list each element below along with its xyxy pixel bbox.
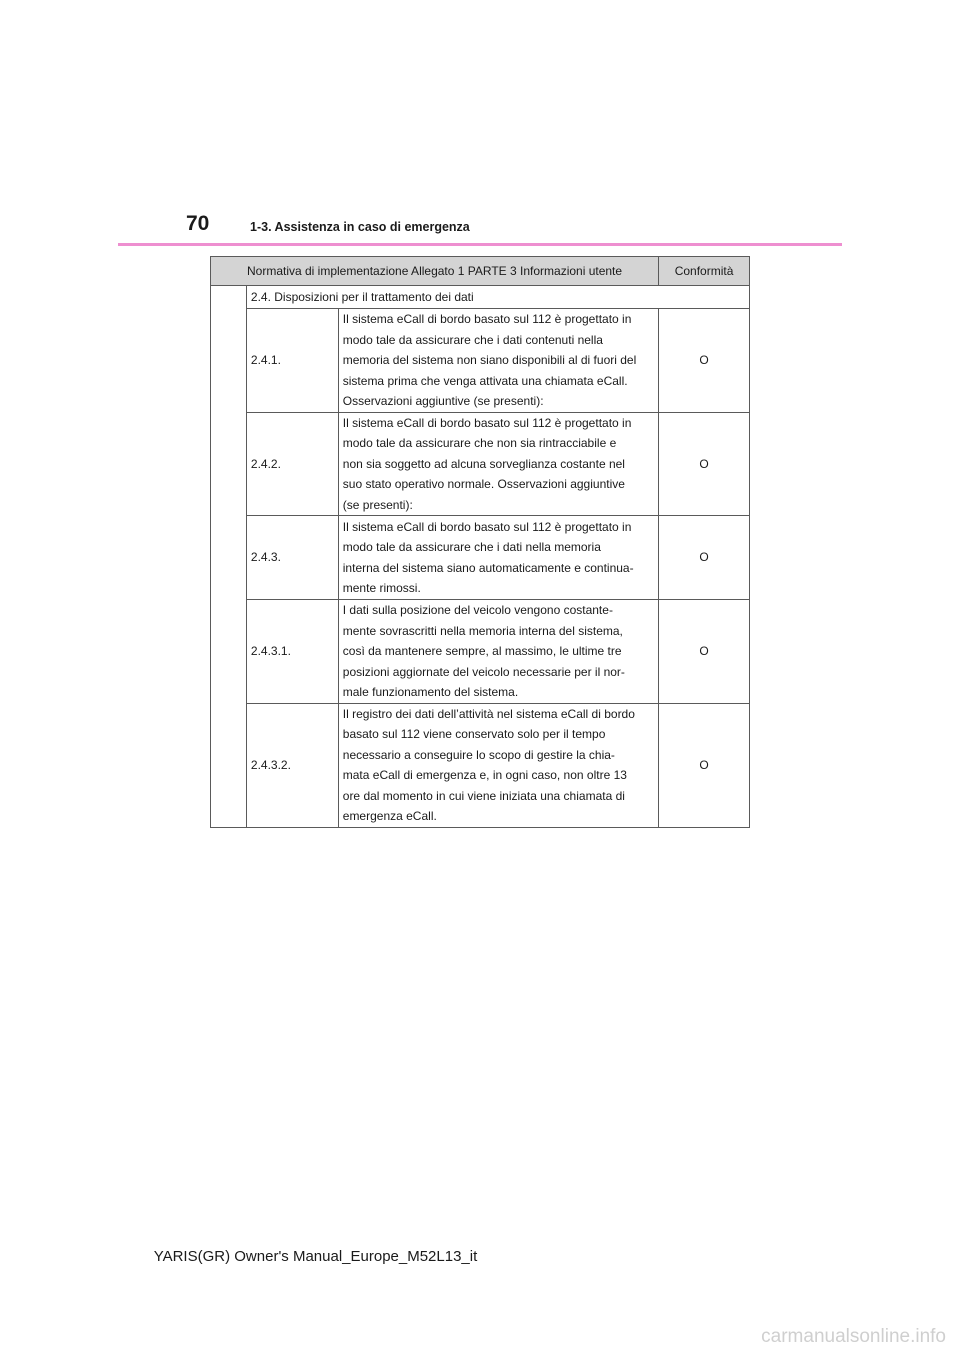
page-number: 70: [186, 212, 210, 235]
row-description: [338, 412, 658, 516]
description-line: I dati sulla posizione del veicolo vengono costante-: [342, 603, 613, 617]
row-number: 2.4.1.: [246, 309, 338, 413]
description-line: Il sistema eCall di bordo basato sul 112 è progettato in: [342, 519, 632, 534]
description-line: Osservazioni aggiuntive (se presenti):: [342, 394, 544, 408]
description-line: ore dal momento in cui viene iniziata una chiamata di: [342, 788, 625, 803]
description-line: mata eCall di emergenza e, in ogni caso, non oltre 13: [342, 768, 627, 782]
description-line: modo tale da assicurare che non sia rintracciabile e: [342, 436, 617, 450]
description-line: posizioni aggiornate del veicolo necessarie per il nor-: [342, 664, 625, 679]
description-line: basato sul 112 viene conservato solo per il tempo: [342, 727, 606, 741]
description-line: mente sovrascritti nella memoria interna del sistema,: [342, 623, 623, 638]
row-description: [338, 309, 658, 413]
section-title: 1-3. Assistenza in caso di emergenza: [250, 220, 470, 234]
row-conformity: O: [659, 600, 750, 704]
description-line: Il sistema eCall di bordo basato sul 112 è progettato in: [342, 312, 632, 326]
description-line: così da mantenere sempre, al massimo, le ultime tre: [342, 644, 622, 658]
row-number: 2.4.3.: [246, 516, 338, 600]
table-row: [211, 516, 750, 600]
table-header-row: [211, 257, 750, 286]
description-line: suo stato operativo normale. Osservazioni aggiuntive: [342, 477, 625, 491]
regulation-table: [210, 256, 750, 828]
description-line: modo tale da assicurare che i dati nella memoria: [342, 540, 601, 554]
footer-manual-id: YARIS(GR) Owner's Manual_Europe_M52L13_it: [153, 1248, 478, 1265]
group-row: [211, 286, 750, 309]
description-line: modo tale da assicurare che i dati contenuti nella: [342, 332, 603, 347]
table-row: [211, 703, 750, 827]
row-description: [338, 600, 658, 704]
row-description: [338, 516, 658, 600]
description-line: sistema prima che venga attivata una chiamata eCall.: [342, 373, 628, 388]
description-line: interna del sistema siano automaticamente e continua-: [342, 560, 634, 575]
row-conformity: O: [659, 516, 750, 600]
description-line: Il sistema eCall di bordo basato sul 112 è progettato in: [342, 415, 632, 430]
column-header-conformity: Conformità: [659, 257, 750, 286]
header-divider: [118, 243, 842, 246]
description-line: (se presenti):: [342, 497, 413, 512]
row-number: 2.4.2.: [246, 412, 338, 516]
table-row: [211, 309, 750, 413]
row-conformity: O: [659, 309, 750, 413]
table-row: [211, 600, 750, 704]
description-line: memoria del sistema non siano disponibili al di fuori del: [342, 353, 637, 367]
description-line: non sia soggetto ad alcuna sorveglianza costante nel: [342, 456, 625, 471]
table-row: [211, 412, 750, 516]
watermark: carmanualsonline.info: [761, 1326, 946, 1347]
row-number: 2.4.3.2.: [246, 703, 338, 827]
indent-cell: [211, 286, 247, 828]
description-line: emergenza eCall.: [342, 809, 437, 823]
row-conformity: O: [659, 412, 750, 516]
row-number: 2.4.3.1.: [246, 600, 338, 704]
column-header-regulation: Normativa di implementazione Allegato 1 PARTE 3 Informazioni utente: [211, 257, 659, 286]
row-description: [338, 703, 658, 827]
row-conformity: O: [659, 703, 750, 827]
description-line: necessario a conseguire lo scopo di gestire la chia-: [342, 747, 615, 762]
description-line: male funzionamento del sistema.: [342, 685, 519, 699]
description-line: Il registro dei dati dell’attività nel sistema eCall di bordo: [342, 706, 635, 721]
description-line: mente rimossi.: [342, 581, 421, 595]
group-label: 2.4. Disposizioni per il trattamento dei dati: [246, 286, 749, 309]
